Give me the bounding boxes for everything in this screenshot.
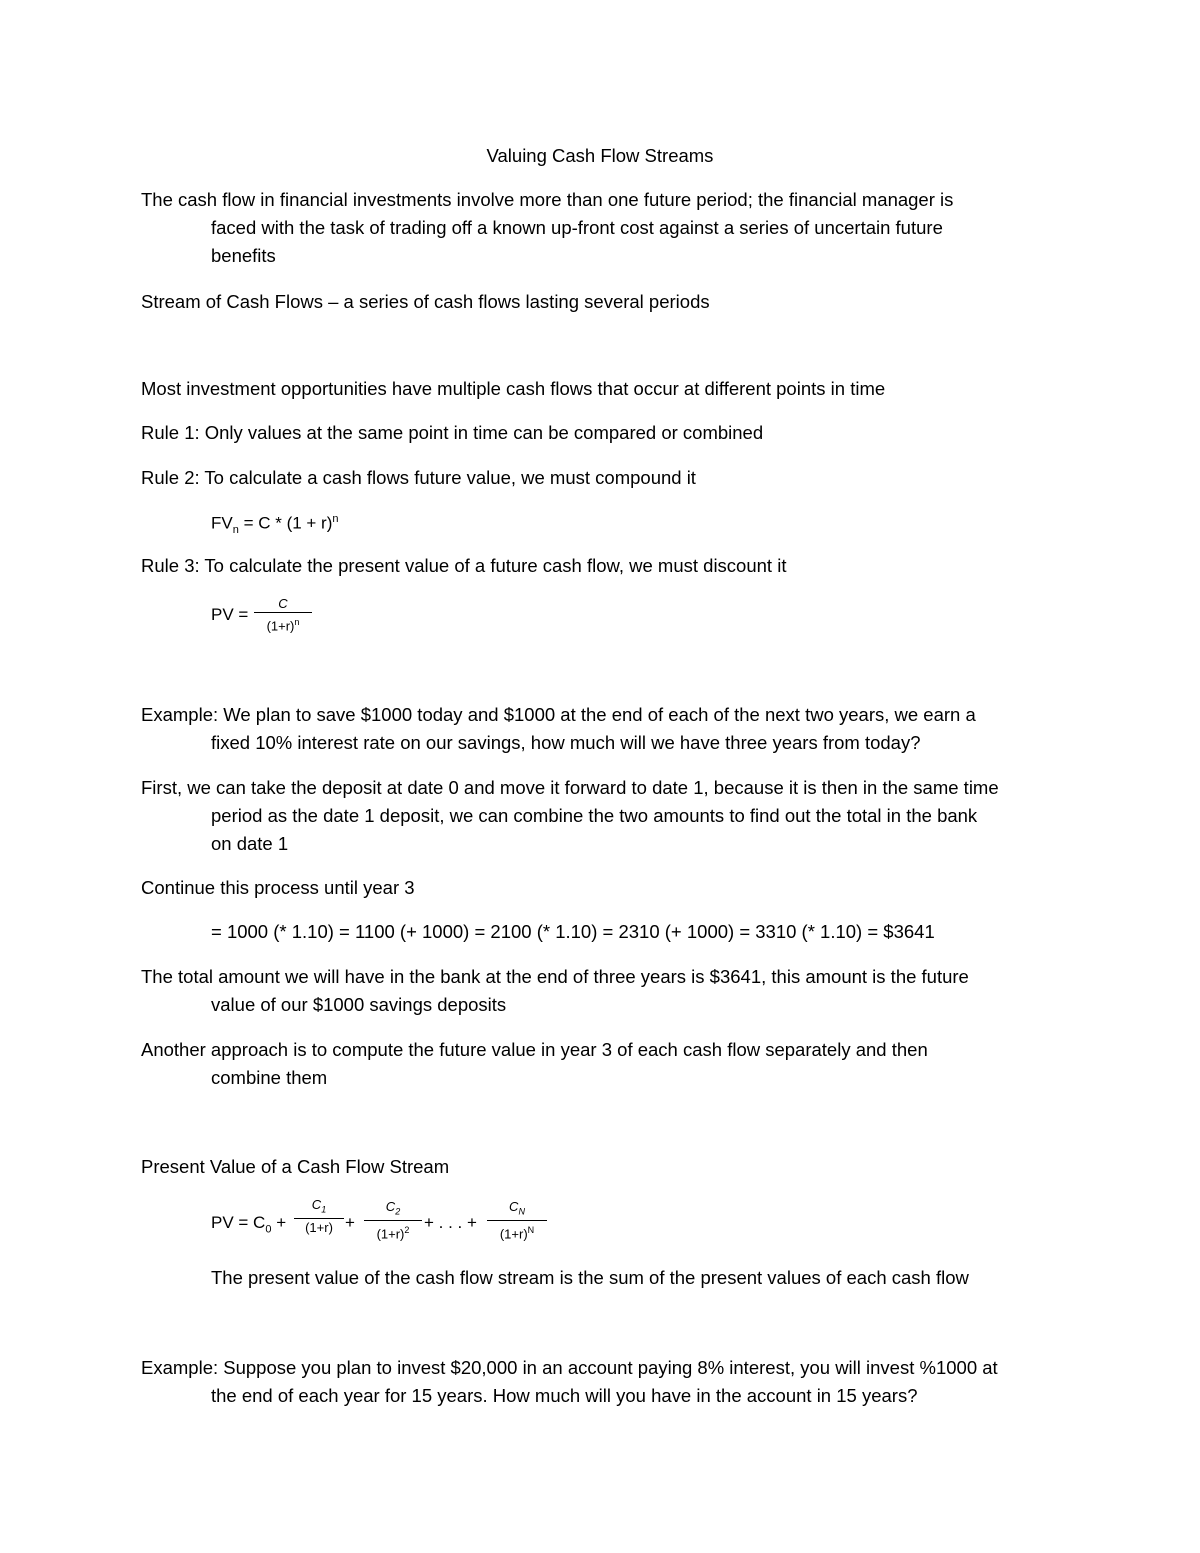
example-2-line-1: Example: Suppose you plan to invest $20,000 in an account paying 8% interest, you will invest %1000 at [141,1357,998,1378]
term-n-denominator [487,1223,547,1241]
first-paragraph [141,774,1071,858]
pv-stream-heading: Present Value of a Cash Flow Stream [141,1156,450,1177]
term-1-num-base: C [311,1197,322,1212]
stream-definition: Stream of Cash Flows – a series of cash flows lasting several periods [141,291,710,312]
page-title: Valuing Cash Flow Streams [486,145,714,166]
pv-term-2 [364,1200,422,1241]
rule-3: Rule 3: To calculate the present value of a future cash flow, we must discount it [141,555,787,576]
another-line-2: combine them [211,1067,328,1088]
rule-2: Rule 2: To calculate a cash flows future value, we must compound it [141,467,696,488]
plus-sign-2: + [345,1213,355,1232]
first-line-2: period as the date 1 deposit, we can combine the two amounts to find out the total in the bank [211,805,978,826]
pv-numerator: C [278,596,288,611]
first-line-3: on date 1 [211,833,289,854]
rule-1: Rule 1: Only values at the same point in time can be compared or combined [141,422,764,443]
term-n-num-sub: N [518,1206,525,1217]
term-1-num-sub: 1 [321,1204,327,1215]
intro-line-3: benefits [211,245,276,266]
pv-stream-lhs-text: PV = C [211,1213,266,1232]
example-2 [141,1354,1071,1410]
intro-line-2: faced with the task of trading off a known up-front cost against a series of uncertain future [211,217,943,238]
pv-denominator [254,615,312,633]
total-line-1: The total amount we will have in the bank at the end of three years is $3641, this amount is the future [141,966,969,987]
term-2-den-exp: 2 [404,1224,410,1235]
ellipsis-terms: + . . . + [424,1213,477,1232]
intro-line-1: The cash flow in financial investments involve more than one future period; the financial manager is [141,189,954,210]
pv-term-1 [294,1198,344,1235]
fv-rhs: = C * (1 + r) [238,513,333,533]
fv-exponent: n [332,513,339,525]
plus-sign-1: + [271,1213,287,1232]
fraction-bar [254,612,312,613]
term-n-num-base: C [509,1199,519,1214]
example-1-line-1: Example: We plan to save $1000 today and $1000 at the end of each of the next two years, we earn a [141,704,976,725]
total-paragraph [141,963,1071,1019]
example-1-line-2: fixed 10% interest rate on our savings, how much will we have three years from today? [211,732,921,753]
term-n-numerator [487,1200,547,1219]
fraction-bar [487,1220,547,1221]
fraction-bar [364,1220,422,1221]
term-1-denominator: (1+r) [305,1219,333,1235]
another-line-1: Another approach is to compute the future value in year 3 of each cash flow separately and then [141,1039,928,1060]
term-2-num-base: C [385,1199,396,1214]
term-n-den-exp: N [527,1224,535,1235]
most-investment-text: Most investment opportunities have multiple cash flows that occur at different points in time [141,378,886,399]
term-1-numerator [294,1198,344,1217]
pv-fraction [254,597,312,633]
example-2-line-2: the end of each year for 15 years. How much will you have in the account in 15 years? [211,1385,918,1406]
fv-lhs: FV [211,513,233,533]
intro-paragraph [141,186,1071,270]
term-2-denominator [364,1223,422,1241]
first-line-1: First, we can take the deposit at date 0 and move it forward to date 1, because it is then in the same time [141,777,999,798]
total-line-2: value of our $1000 savings deposits [211,994,507,1015]
pv-den-base: (1+r) [266,618,295,634]
fv-lhs-sub: n [232,524,239,537]
calculation-line: = 1000 (* 1.10) = 1100 (+ 1000) = 2100 (* 1.10) = 2310 (+ 1000) = 3310 (* 1.10) = $3641 [211,921,935,942]
pv-den-exp: n [294,617,300,627]
pv-formula-lhs: PV = [211,605,249,624]
fraction-bar [294,1218,344,1219]
another-approach-paragraph [141,1036,1071,1092]
pv-stream-description: The present value of the cash flow stream is the sum of the present values of each cash flow [211,1267,969,1288]
fv-formula [211,509,339,540]
term-2-den-base: (1+r) [376,1225,405,1241]
continue-text: Continue this process until year 3 [141,877,415,898]
term-2-numerator [364,1200,422,1219]
term-n-den-base: (1+r) [499,1225,528,1241]
term-2-num-sub: 2 [395,1206,401,1217]
pv-stream-lhs [211,1213,286,1239]
example-1 [141,701,1071,757]
pv-term-n [487,1200,547,1241]
pv-stream-lhs-sub: 0 [265,1223,272,1236]
